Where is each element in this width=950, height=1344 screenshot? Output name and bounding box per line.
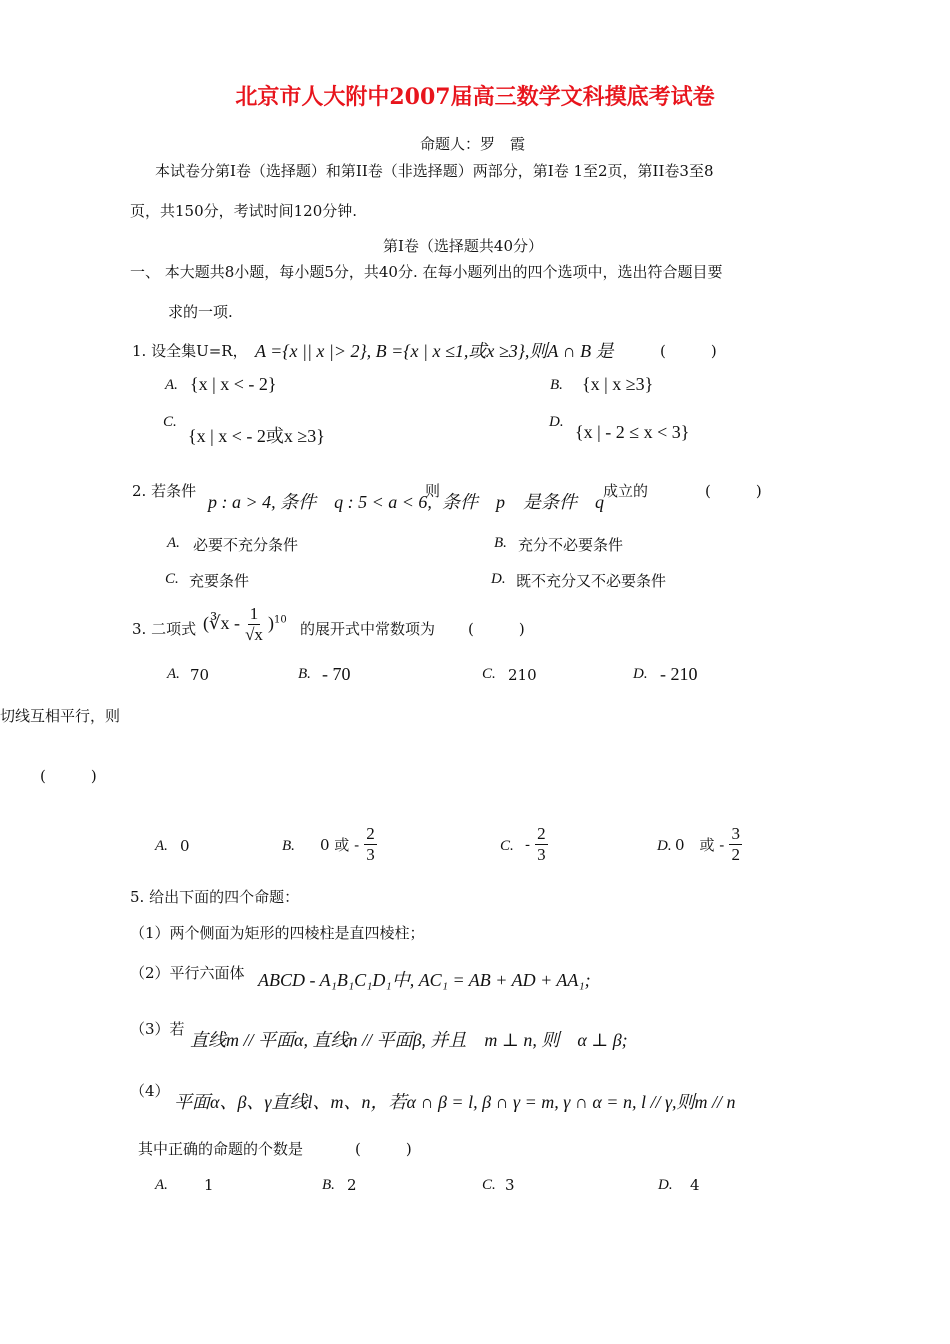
q4-option-c <box>525 824 548 865</box>
q2-math-relation: 条件 p 是条件 q <box>442 492 604 512</box>
q2-option-b: 充分不必要条件 <box>518 536 624 554</box>
q3-option-a-label: A. <box>167 666 180 682</box>
q2-option-d: 既不充分又不必要条件 <box>516 572 667 590</box>
q3-stem: 3. 二项式 <box>132 620 197 638</box>
q4-option-a: 0 <box>180 837 190 855</box>
q4-option-c-denominator: 3 <box>537 845 546 864</box>
q5-option-a-label: A. <box>155 1177 168 1193</box>
q3-answer-paren: ( ) <box>468 620 525 638</box>
q5-option-b: 2 <box>347 1176 357 1194</box>
q4-option-c-label: C. <box>500 838 514 854</box>
q4-option-b <box>320 824 377 865</box>
q5-answer-paren: ( ) <box>355 1140 412 1158</box>
q5-option-c: 3 <box>505 1176 515 1194</box>
q1-option-d: {x | - 2 ≤ x < 3} <box>575 422 690 442</box>
q5-proposition-2-label: （2）平行六面体 <box>130 964 245 982</box>
q2-option-d-label: D. <box>491 571 506 587</box>
q5-option-b-label: B. <box>322 1177 335 1193</box>
intro-line-1: 本试卷分第I卷（选择题）和第II卷（非选择题）两部分，第I卷 1至2页，第II卷3至8 <box>155 162 714 180</box>
q4-option-d <box>675 824 742 865</box>
q4-option-d-numerator: 3 <box>731 824 740 843</box>
q4-option-d-prefix: 0 或 - <box>675 836 725 854</box>
q5-option-a: 1 <box>204 1176 214 1194</box>
q1-option-a: {x | x < - 2} <box>190 374 277 394</box>
q4-option-b-denominator: 3 <box>366 845 375 864</box>
q2-math-conditions: p : a > 4, 条件 q : 5 < a < 6, <box>208 492 432 512</box>
q2-stem: 2. 若条件 <box>132 482 197 500</box>
q2-option-b-label: B. <box>494 535 507 551</box>
q4-option-c-prefix: - <box>525 835 531 854</box>
page-title: 北京市人大附中2007届高三数学文科摸底考试卷 <box>235 84 715 110</box>
q1-option-a-label: A. <box>165 377 178 393</box>
instruction-line-1: 一、 本大题共8小题，每小题5分，共40分. 在每小题列出的四个选项中，选出符合题目要 <box>130 263 723 281</box>
q4-option-d-denominator: 2 <box>731 845 740 864</box>
q3-option-d: - 210 <box>660 664 698 684</box>
q1-option-b: {x | x ≥3} <box>582 374 654 394</box>
instruction-line-2: 求的一项. <box>168 303 233 321</box>
q4-option-b-numerator: 2 <box>366 824 375 843</box>
q1-answer-paren: ( ) <box>660 342 717 360</box>
q4-option-b-label: B. <box>282 838 295 854</box>
q4-answer-paren: ( ) <box>40 767 97 785</box>
q3-option-c: 210 <box>508 666 537 684</box>
q4-option-d-fraction <box>729 824 742 865</box>
q5-option-c-label: C. <box>482 1177 496 1193</box>
q5-stem: 5. 给出下面的四个命题： <box>130 888 300 906</box>
q2-tail: 成立的 <box>603 482 649 500</box>
q3-tail: 的展开式中常数项为 <box>300 620 436 638</box>
q4-option-c-numerator: 2 <box>537 824 546 843</box>
q4-option-b-prefix: 0 或 - <box>320 836 360 854</box>
q4-option-a-label: A. <box>155 838 168 854</box>
q5-question: 其中正确的命题的个数是 <box>138 1140 304 1158</box>
q3-expr-close: ) <box>268 613 274 633</box>
q4-fragment-text: 切线互相平行，则 <box>0 707 121 725</box>
intro-line-2: 页，共150分，考试时间120分钟. <box>130 202 358 220</box>
q5-proposition-3-math: 直线m // 平面α, 直线n // 平面β, 并且 m ⊥ n, 则 α ⊥ β; <box>190 1030 628 1050</box>
q3-fraction-numerator: 1 <box>249 604 259 623</box>
q1-option-d-label: D. <box>549 414 564 430</box>
q2-option-a: 必要不充分条件 <box>193 536 299 554</box>
q3-option-a: 70 <box>190 666 210 684</box>
q3-binomial-expression <box>203 604 287 645</box>
q2-then: 则 <box>425 482 441 500</box>
q5-option-d-label: D. <box>658 1177 673 1193</box>
q2-option-a-label: A. <box>167 535 180 551</box>
q5-proposition-4-math: 平面α、β、γ直线l、m、n，若α ∩ β = l, β ∩ γ = m, γ ∩ α = n, l // γ,则m // n <box>174 1092 736 1112</box>
q1-option-c: {x | x < - 2或x ≥3} <box>188 426 325 446</box>
q5-proposition-3-label: （3）若 <box>130 1020 185 1038</box>
q4-option-d-label: D. <box>657 838 672 854</box>
q1-math: A ={x || x |> 2}, B ={x | x ≤1,或x ≥3},则A ∩ B 是 <box>255 341 614 361</box>
section-heading: 第I卷（选择题共40分） <box>383 237 544 255</box>
q4-option-c-fraction <box>535 824 548 865</box>
author-line: 命题人：罗 霞 <box>420 135 526 153</box>
q2-option-c-label: C. <box>165 571 179 587</box>
q3-fraction-denominator: √x <box>245 625 263 644</box>
q3-option-b-label: B. <box>298 666 311 682</box>
q5-proposition-2-math: ABCD - A₁B₁C₁D₁中, AC₁ = AB + AD + AA₁; <box>258 970 591 990</box>
q5-proposition-1: （1）两个侧面为矩形的四棱柱是直四棱柱； <box>130 924 425 942</box>
q3-exponent: 10 <box>274 614 287 626</box>
q3-fraction <box>245 604 263 645</box>
q2-answer-paren: ( ) <box>705 482 762 500</box>
q3-option-c-label: C. <box>482 666 496 682</box>
q3-option-d-label: D. <box>633 666 648 682</box>
q1-option-c-label: C. <box>163 414 177 430</box>
q4-option-b-fraction <box>364 824 377 865</box>
q3-option-b: - 70 <box>322 664 351 684</box>
q5-proposition-4-label: （4） <box>130 1082 170 1100</box>
q5-option-d: 4 <box>690 1176 700 1194</box>
q1-stem: 1. 设全集U=R， <box>132 342 248 360</box>
q2-option-c: 充要条件 <box>189 572 250 590</box>
q3-expr-open: (∛x - <box>203 613 240 633</box>
q1-option-b-label: B. <box>550 377 563 393</box>
